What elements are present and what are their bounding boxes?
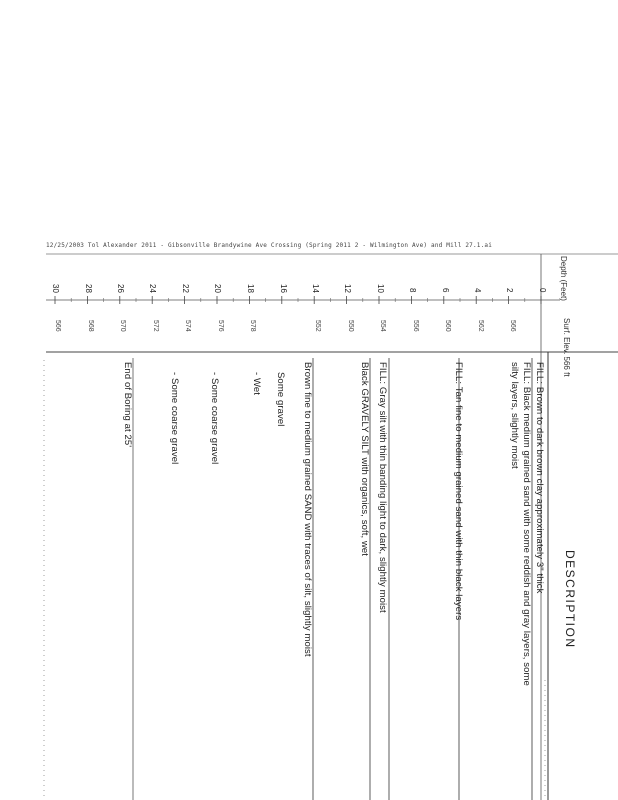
elevation-label: 576	[217, 320, 224, 332]
depth-label: 2	[505, 288, 514, 293]
depth-label: 28	[84, 284, 93, 293]
elevation-label: 550	[347, 320, 354, 332]
elevation-label: 570	[119, 320, 126, 332]
elevation-label: 572	[152, 320, 159, 332]
depth-label: 4	[473, 288, 482, 293]
elevation-label: 562	[477, 320, 484, 332]
depth-label: 0	[538, 288, 547, 293]
description-brown-sand: Brown fine to medium grained SAND with traces of silt, slightly moist	[302, 362, 313, 657]
depth-column-header: Depth (Feet)	[559, 256, 568, 301]
description-end-of-boring: End of Boring at 25'	[122, 362, 133, 448]
depth-label: 8	[408, 288, 417, 293]
depth-label: 6	[441, 288, 450, 293]
elevation-label: 574	[184, 320, 191, 332]
depth-label: 14	[311, 284, 320, 293]
elevation-label: 578	[249, 320, 256, 332]
elevation-label: 566	[509, 320, 516, 332]
description-coarse-gravel-2: - Some coarse gravel	[169, 372, 180, 465]
depth-label: 10	[376, 284, 385, 293]
depth-label: 18	[246, 284, 255, 293]
depth-label: 24	[148, 284, 157, 293]
elevation-label: 556	[412, 320, 419, 332]
depth-label: 26	[116, 284, 125, 293]
elevation-label: 554	[379, 320, 386, 332]
description-some-gravel: Some gravel	[275, 372, 286, 427]
description-fill-black-sand-cont: silty layers, slightly moist	[509, 362, 520, 469]
elevation-label: 552	[314, 320, 321, 332]
elevation-label: 566	[54, 320, 61, 332]
description-wet: - Wet	[251, 372, 262, 396]
description-fill-gray-silt: FILL: Gray silt with thin banding light to dark, slightly moist	[377, 362, 388, 613]
description-fill-clay: FILL: Brown to dark brown clay approximately 3" thick	[534, 362, 545, 594]
depth-label: 30	[51, 284, 60, 293]
depth-label: 20	[213, 284, 222, 293]
description-fill-tan-sand: FILL: Tan fine to medium grained sand with thin black layers	[453, 362, 464, 621]
elevation-label: 560	[444, 320, 451, 332]
depth-label: 16	[279, 284, 288, 293]
scan-header-line: 12/25/2003 Tol Alexander 2011 - Gibsonville Brandywine Ave Crossing (Spring 2011 2 - Wilmington Ave) and Mill 27.1.ai	[46, 242, 493, 249]
elevation-label: 568	[87, 320, 94, 332]
elevation-column-header: Surf. Elev. 566 ft	[562, 318, 571, 377]
description-gravely-silt: Black GRAVELY SILT with organics, soft, wet	[359, 362, 370, 557]
description-column-header: DESCRIPTION	[563, 550, 577, 649]
description-coarse-gravel-1: - Some coarse gravel	[209, 372, 220, 465]
depth-label: 12	[343, 284, 352, 293]
depth-label: 22	[181, 284, 190, 293]
description-fill-black-sand: FILL: Black medium grained sand with some reddish and gray layers, some	[521, 362, 532, 686]
